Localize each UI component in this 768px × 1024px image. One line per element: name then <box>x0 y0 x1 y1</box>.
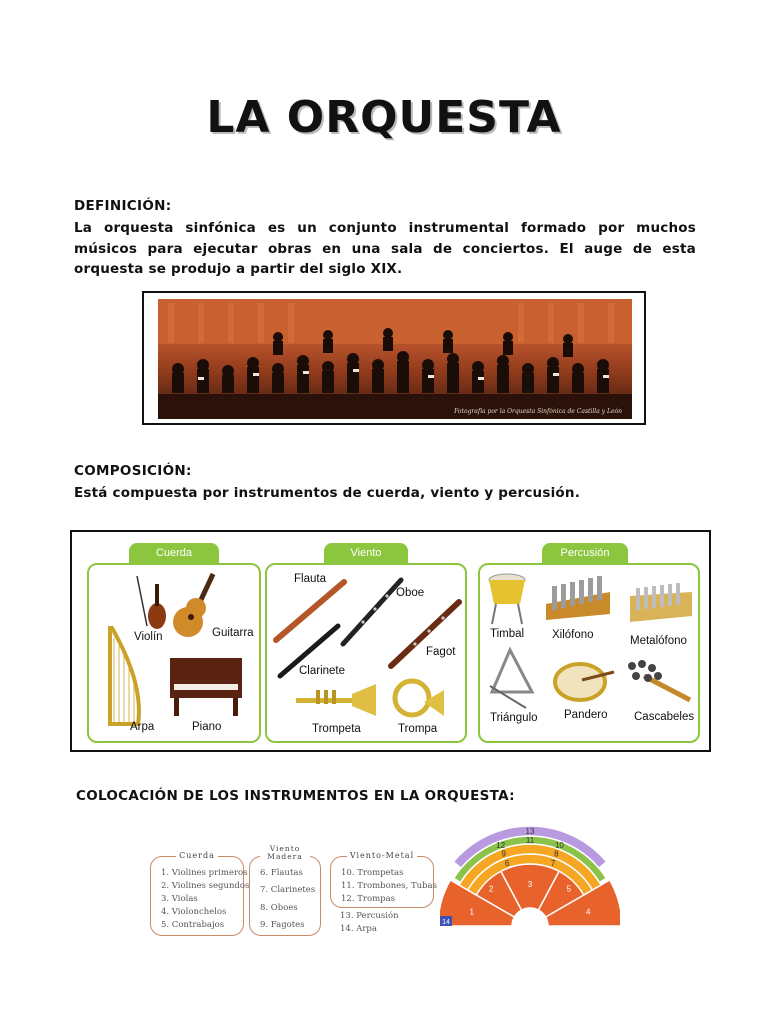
seat-number-12: 12 <box>496 841 506 851</box>
list-item: 8. Oboes <box>260 903 298 913</box>
trumpet-icon <box>292 680 380 720</box>
label-pandero: Pandero <box>564 709 608 721</box>
orchestra-photo-frame <box>142 291 646 425</box>
label-flauta: Flauta <box>294 573 326 585</box>
composition-heading: COMPOSICIÓN: <box>74 463 192 479</box>
placement-heading: COLOCACIÓN DE LOS INSTRUMENTOS EN LA ORQUESTA: <box>76 788 515 804</box>
list-item: 12. Trompas <box>341 894 396 904</box>
bassoon-icon <box>385 596 465 671</box>
list-header-cuerda: Cuerda <box>176 851 218 860</box>
horn-icon <box>386 672 448 722</box>
list-item: 13. Percusión <box>340 911 399 921</box>
seat-number-14: 14 <box>442 919 450 926</box>
seat-number-5: 5 <box>566 884 572 894</box>
list-item: 4. Violonchelos <box>161 907 227 917</box>
label-violin: Violín <box>134 631 163 643</box>
seat-number-3: 3 <box>527 880 533 889</box>
label-piano: Piano <box>192 721 222 733</box>
photo-caption: Fotografía por la Orquesta Sinfónica de Castilla y León <box>454 408 622 415</box>
label-timbal: Timbal <box>490 628 525 640</box>
label-clarinete: Clarinete <box>299 665 346 677</box>
seat-number-6: 6 <box>504 859 510 869</box>
seat-number-4: 4 <box>585 907 591 917</box>
list-item: 6. Flautas <box>260 868 303 878</box>
label-arpa: Arpa <box>130 721 155 733</box>
label-cascabeles: Cascabeles <box>634 711 695 723</box>
label-xilofono: Xilófono <box>552 629 594 641</box>
seat-number-11: 11 <box>525 836 535 845</box>
list-item: 7. Clarinetes <box>260 885 316 895</box>
definition-text: La orquesta sinfónica es un conjunto instrumental formado por muchos músicos para ejecutar obras en una sala de conciertos. El auge de esta orquesta se produjo a partir del siglo XIX. <box>74 220 696 277</box>
xylophone-icon <box>542 574 614 622</box>
timpani-icon <box>486 570 528 626</box>
list-item: 10. Trompetas <box>341 868 404 878</box>
sleigh-bells-icon <box>624 656 694 706</box>
piano-icon <box>168 656 244 718</box>
definition-heading: DEFINICIÓN: <box>74 198 172 214</box>
tab-cuerda: Cuerda <box>129 543 219 563</box>
harp-icon <box>102 624 147 729</box>
placement-list-extra <box>330 908 434 938</box>
list-item: 3. Violas <box>161 894 198 904</box>
placement-list-viento-madera <box>249 844 321 936</box>
label-fagot: Fagot <box>426 646 456 658</box>
composition-panel <box>70 530 711 752</box>
label-triangulo: Triángulo <box>490 712 538 724</box>
triangle-icon <box>486 646 538 710</box>
orchestra-seating-diagram <box>440 826 620 930</box>
tab-viento: Viento <box>324 543 408 563</box>
seat-number-13: 13 <box>525 827 535 836</box>
placement-list-cuerda <box>150 851 250 936</box>
page-title: LA ORQUESTA <box>206 92 562 143</box>
list-item: 11. Trombones, Tubas <box>341 881 437 891</box>
label-metalofono: Metalófono <box>630 635 687 647</box>
label-trompa: Trompa <box>398 723 438 735</box>
label-guitarra: Guitarra <box>212 627 254 639</box>
seat-number-10: 10 <box>554 841 564 851</box>
list-item: 2. Violines segundos <box>161 881 250 891</box>
seat-number-1: 1 <box>469 907 475 917</box>
seat-number-9: 9 <box>501 849 506 859</box>
seat-number-7: 7 <box>550 859 556 869</box>
seat-number-8: 8 <box>554 849 559 859</box>
label-oboe: Oboe <box>396 587 425 599</box>
list-item: 1. Violines primeros <box>161 868 248 878</box>
list-header-viento-madera: Viento Madera <box>260 845 310 861</box>
label-trompeta: Trompeta <box>312 723 361 735</box>
seat-number-2: 2 <box>488 884 494 894</box>
orchestra-photo <box>158 299 632 419</box>
placement-list-viento-metal <box>330 851 437 908</box>
list-item: 9. Fagotes <box>260 920 305 930</box>
tambourine-icon <box>552 656 616 704</box>
list-item: 5. Contrabajos <box>161 920 225 930</box>
metallophone-icon <box>628 580 694 624</box>
tab-percusion: Percusión <box>542 543 628 563</box>
composition-text: Está compuesta por instrumentos de cuerda, viento y percusión. <box>74 485 581 501</box>
list-item: 14. Arpa <box>340 924 377 934</box>
list-header-viento-metal: Viento-Metal <box>347 851 417 860</box>
